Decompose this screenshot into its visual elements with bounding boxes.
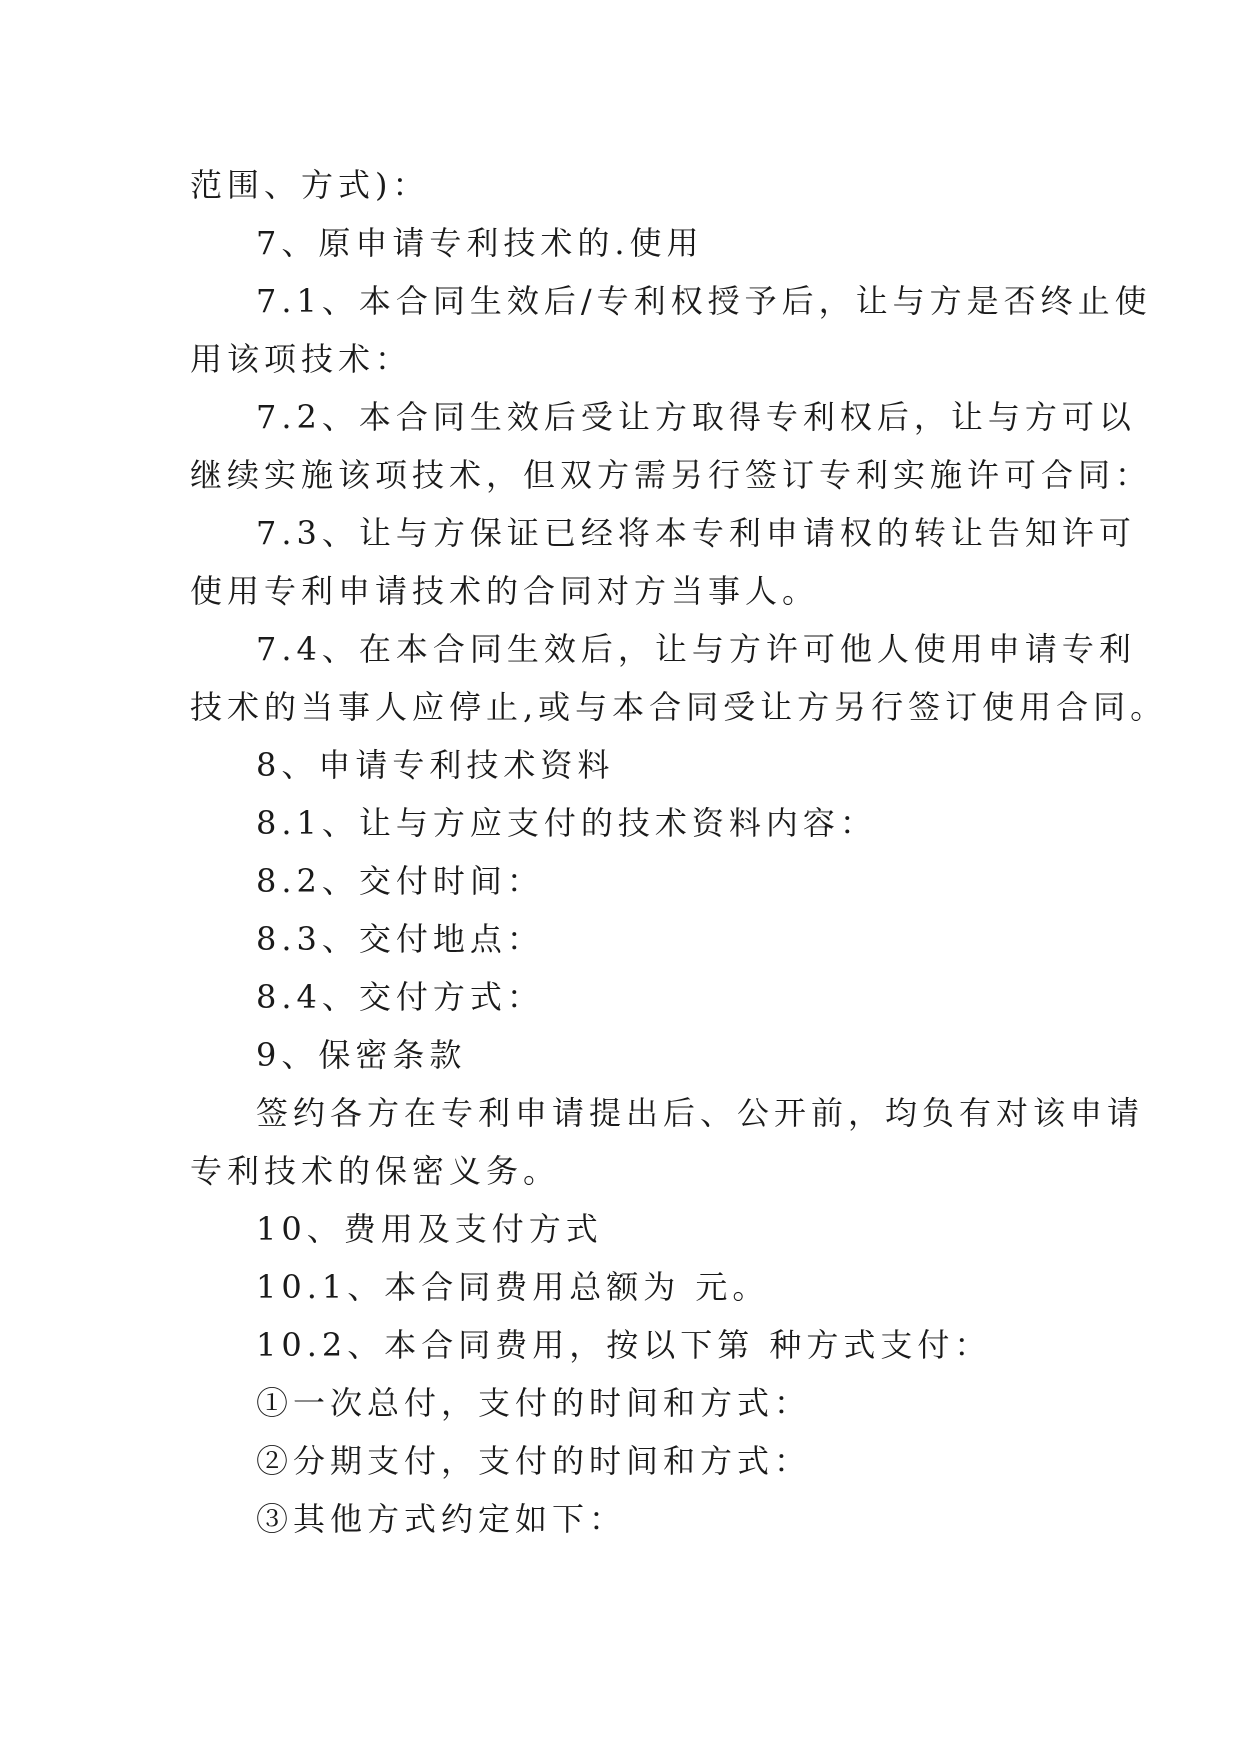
paragraph-line: 10.2、本合同费用，按以下第 种方式支付： bbox=[256, 1326, 992, 1364]
paragraph-line: 使用专利申请技术的合同对方当事人。 bbox=[190, 572, 820, 610]
paragraph-line: 8.3、交付地点： bbox=[256, 920, 544, 958]
paragraph-line: 技术的当事人应停止,或与本合同受让方另行签订使用合同。 bbox=[190, 688, 1168, 726]
section-heading: 7、原申请专利技术的.使用 bbox=[256, 224, 704, 262]
document-body bbox=[190, 156, 1168, 1548]
paragraph-line: 7.1、本合同生效后/专利权授予后，让与方是否终止使 bbox=[256, 282, 1152, 320]
paragraph-line: 8.1、让与方应支付的技术资料内容： bbox=[256, 804, 877, 842]
paragraph-line: 7.2、本合同生效后受让方取得专利权后，让与方可以 bbox=[256, 398, 1136, 436]
paragraph-line: 10.1、本合同费用总额为 元。 bbox=[256, 1268, 770, 1306]
paragraph-line: 继续实施该项技术，但双方需另行签订专利实施许可合同： bbox=[190, 456, 1153, 494]
paragraph-line: 8.4、交付方式： bbox=[256, 978, 544, 1016]
paragraph-line: 签约各方在专利申请提出后、公开前，均负有对该申请 bbox=[256, 1094, 1145, 1132]
paragraph-line: 7.3、让与方保证已经将本专利申请权的转让告知许可 bbox=[256, 514, 1136, 552]
list-item: ②分期支付，支付的时间和方式： bbox=[256, 1442, 812, 1480]
section-heading: 10、费用及支付方式 bbox=[256, 1210, 603, 1248]
paragraph-line: 用该项技术： bbox=[190, 340, 413, 378]
paragraph-line: 8.2、交付时间： bbox=[256, 862, 544, 900]
paragraph-line: 专利技术的保密义务。 bbox=[190, 1152, 561, 1190]
paragraph-line: 7.4、在本合同生效后，让与方许可他人使用申请专利 bbox=[256, 630, 1136, 668]
paragraph-line: 范围、方式)： bbox=[190, 166, 430, 204]
section-heading: 9、保密条款 bbox=[256, 1036, 467, 1074]
section-heading: 8、申请专利技术资料 bbox=[256, 746, 615, 784]
list-item: ①一次总付，支付的时间和方式： bbox=[256, 1384, 812, 1422]
list-item: ③其他方式约定如下： bbox=[256, 1500, 627, 1538]
